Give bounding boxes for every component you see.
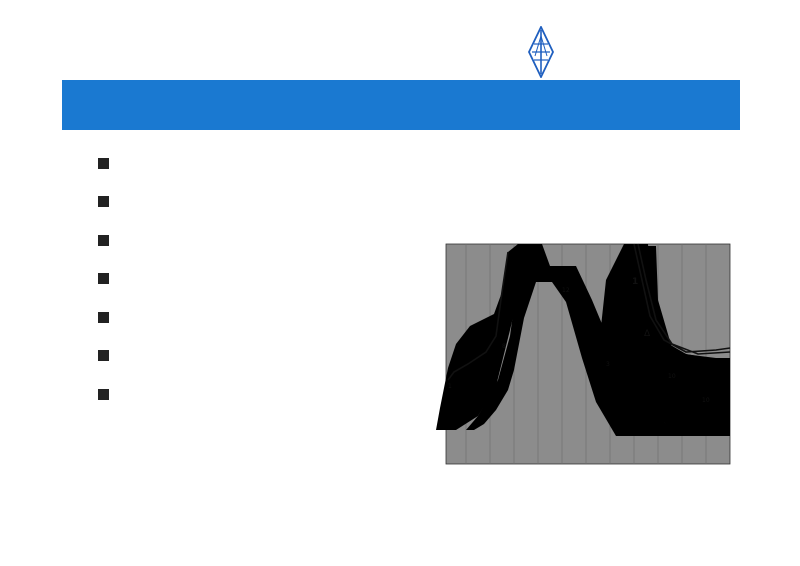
propagation-frequency-figure: [416, 240, 732, 466]
square-bullet-icon: [98, 350, 109, 361]
svg-text:1: 1: [448, 383, 452, 390]
oevsv-logo[interactable]: [528, 24, 782, 80]
square-bullet-icon: [98, 312, 109, 323]
bullet-list: [98, 144, 130, 452]
square-bullet-icon: [98, 389, 109, 400]
svg-text:10: 10: [702, 397, 710, 404]
bullet-item: [98, 337, 130, 376]
bullet-continuation: [98, 414, 130, 453]
square-bullet-icon: [98, 196, 109, 207]
bullet-item: [98, 260, 130, 299]
svg-text:Δ: Δ: [644, 329, 651, 339]
svg-text:1: 1: [632, 277, 639, 287]
bullet-item: [98, 375, 130, 414]
svg-text:12: 12: [562, 287, 570, 294]
bullet-item: [98, 144, 130, 183]
square-bullet-icon: [98, 273, 109, 284]
title-band: [62, 80, 740, 130]
antenna-diamond-icon: [528, 26, 554, 78]
svg-text:10: 10: [668, 373, 676, 380]
bullet-item: [98, 221, 130, 260]
square-bullet-icon: [98, 235, 109, 246]
frequency-plot: [416, 240, 732, 466]
bullet-item: [98, 183, 130, 222]
bullet-item: [98, 298, 130, 337]
svg-text:8: 8: [502, 343, 506, 350]
svg-text:3: 3: [606, 361, 610, 368]
square-bullet-icon: [98, 158, 109, 169]
